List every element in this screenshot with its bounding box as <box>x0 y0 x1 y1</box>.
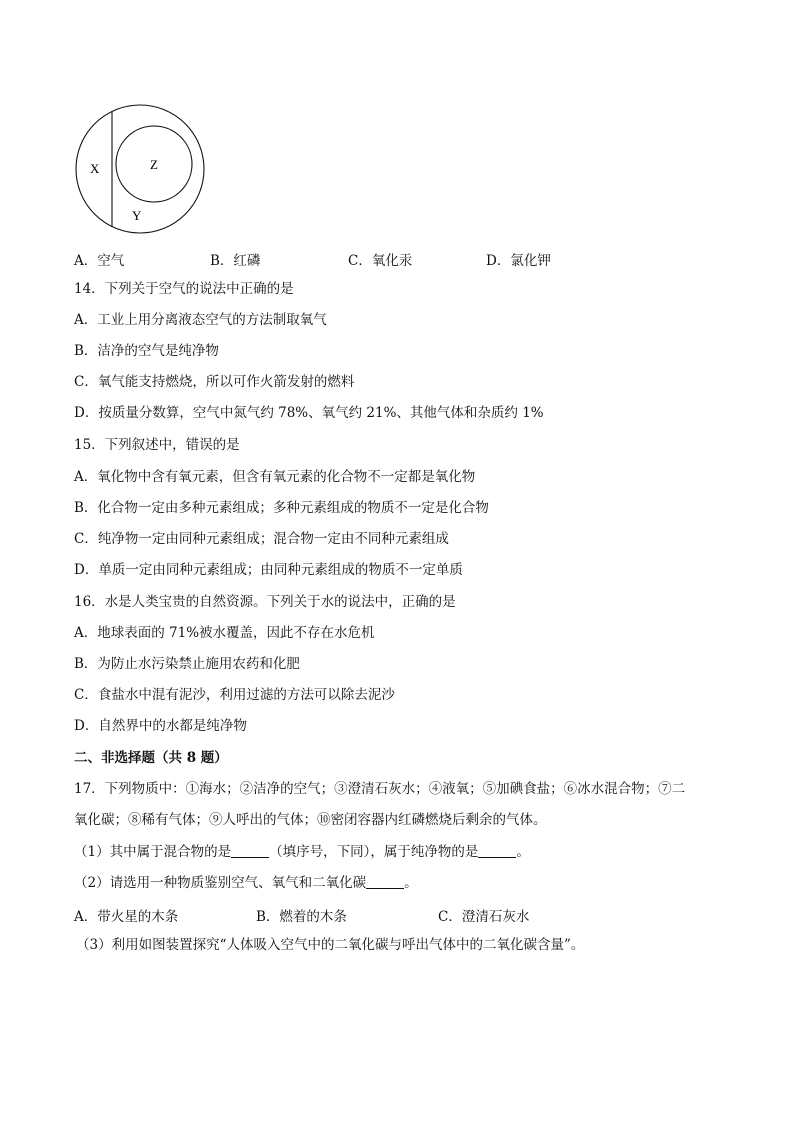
q13-option-d: D．氯化钾 <box>486 253 551 269</box>
q17-part2 <box>74 874 418 892</box>
q17-part2-text-a: （2）请选用一种物质鉴别空气、氧气和二氧化碳 <box>74 875 367 891</box>
q16-option-a: A．地球表面的 71%被水覆盖，因此不存在水危机 <box>74 625 375 641</box>
q14-option-d: D．按质量分数算，空气中氮气约 78%、氧气约 21%、其他气体和杂质约 1% <box>74 405 544 421</box>
q16-option-b: B．为防止水污染禁止施用农药和化肥 <box>74 656 300 672</box>
q15-option-a: A．氧化物中含有氧元素，但含有氧元素的化合物不一定都是氧化物 <box>74 469 476 485</box>
q13-option-a: A．空气 <box>74 253 125 269</box>
q14-option-a: A．工业上用分离液态空气的方法制取氧气 <box>74 312 327 328</box>
answer-blank-pure[interactable] <box>478 843 516 858</box>
q16-option-d: D．自然界中的水都是纯净物 <box>74 718 247 734</box>
answer-blank-mixture[interactable] <box>231 843 269 858</box>
q16-option-c: C．食盐水中混有泥沙，利用过滤的方法可以除去泥沙 <box>74 687 395 703</box>
q14-option-b: B．洁净的空气是纯净物 <box>74 343 219 359</box>
label-x: X <box>90 161 100 176</box>
q13-option-c: C．氧化汞 <box>348 253 413 269</box>
label-z: Z <box>150 157 158 172</box>
label-y: Y <box>132 208 142 223</box>
q17-stem-line2: 氧化碳；⑧稀有气体；⑨人呼出的气体；⑩密闭容器内红磷燃烧后剩余的气体。 <box>74 812 547 828</box>
q14-option-c: C．氧气能支持燃烧，所以可作火箭发射的燃料 <box>74 374 355 390</box>
section-heading: 二、非选择题（共 8 题） <box>74 750 228 766</box>
answer-blank-identify[interactable] <box>366 874 404 889</box>
q17-part3: （3）利用如图装置探究“人体吸入空气中的二氧化碳与呼出气体中的二氧化碳含量”。 <box>76 937 585 953</box>
q17-part1-text-c: 。 <box>516 844 530 860</box>
q17-option-c: C．澄清石灰水 <box>438 909 530 925</box>
q17-part2-text-b: 。 <box>404 875 418 891</box>
q16-stem: 16．水是人类宝贵的自然资源。下列关于水的说法中，正确的是 <box>74 594 456 610</box>
q15-option-c: C．纯净物一定由同种元素组成；混合物一定由不同种元素组成 <box>74 531 449 547</box>
q17-part1-text-a: （1）其中属于混合物的是 <box>74 844 232 860</box>
q17-option-b: B．燃着的木条 <box>256 909 347 925</box>
q17-part1-text-b: （填序号，下同），属于纯净物的是 <box>269 844 479 860</box>
q13-option-b: B．红磷 <box>210 253 261 269</box>
q15-stem: 15．下列叙述中，错误的是 <box>74 437 240 453</box>
venn-diagram <box>72 104 212 234</box>
q15-option-b: B．化合物一定由多种元素组成；多种元素组成的物质不一定是化合物 <box>74 500 489 516</box>
q17-option-a: A．带火星的木条 <box>74 909 179 925</box>
q17-part1 <box>74 843 530 861</box>
q15-option-d: D．单质一定由同种元素组成；由同种元素组成的物质不一定单质 <box>74 562 463 578</box>
q14-stem: 14．下列关于空气的说法中正确的是 <box>74 281 294 297</box>
q17-stem-line1: 17．下列物质中：①海水；②洁净的空气；③澄清石灰水；④液氧；⑤加碘食盐；⑥冰水混合物；⑦二 <box>74 781 686 797</box>
